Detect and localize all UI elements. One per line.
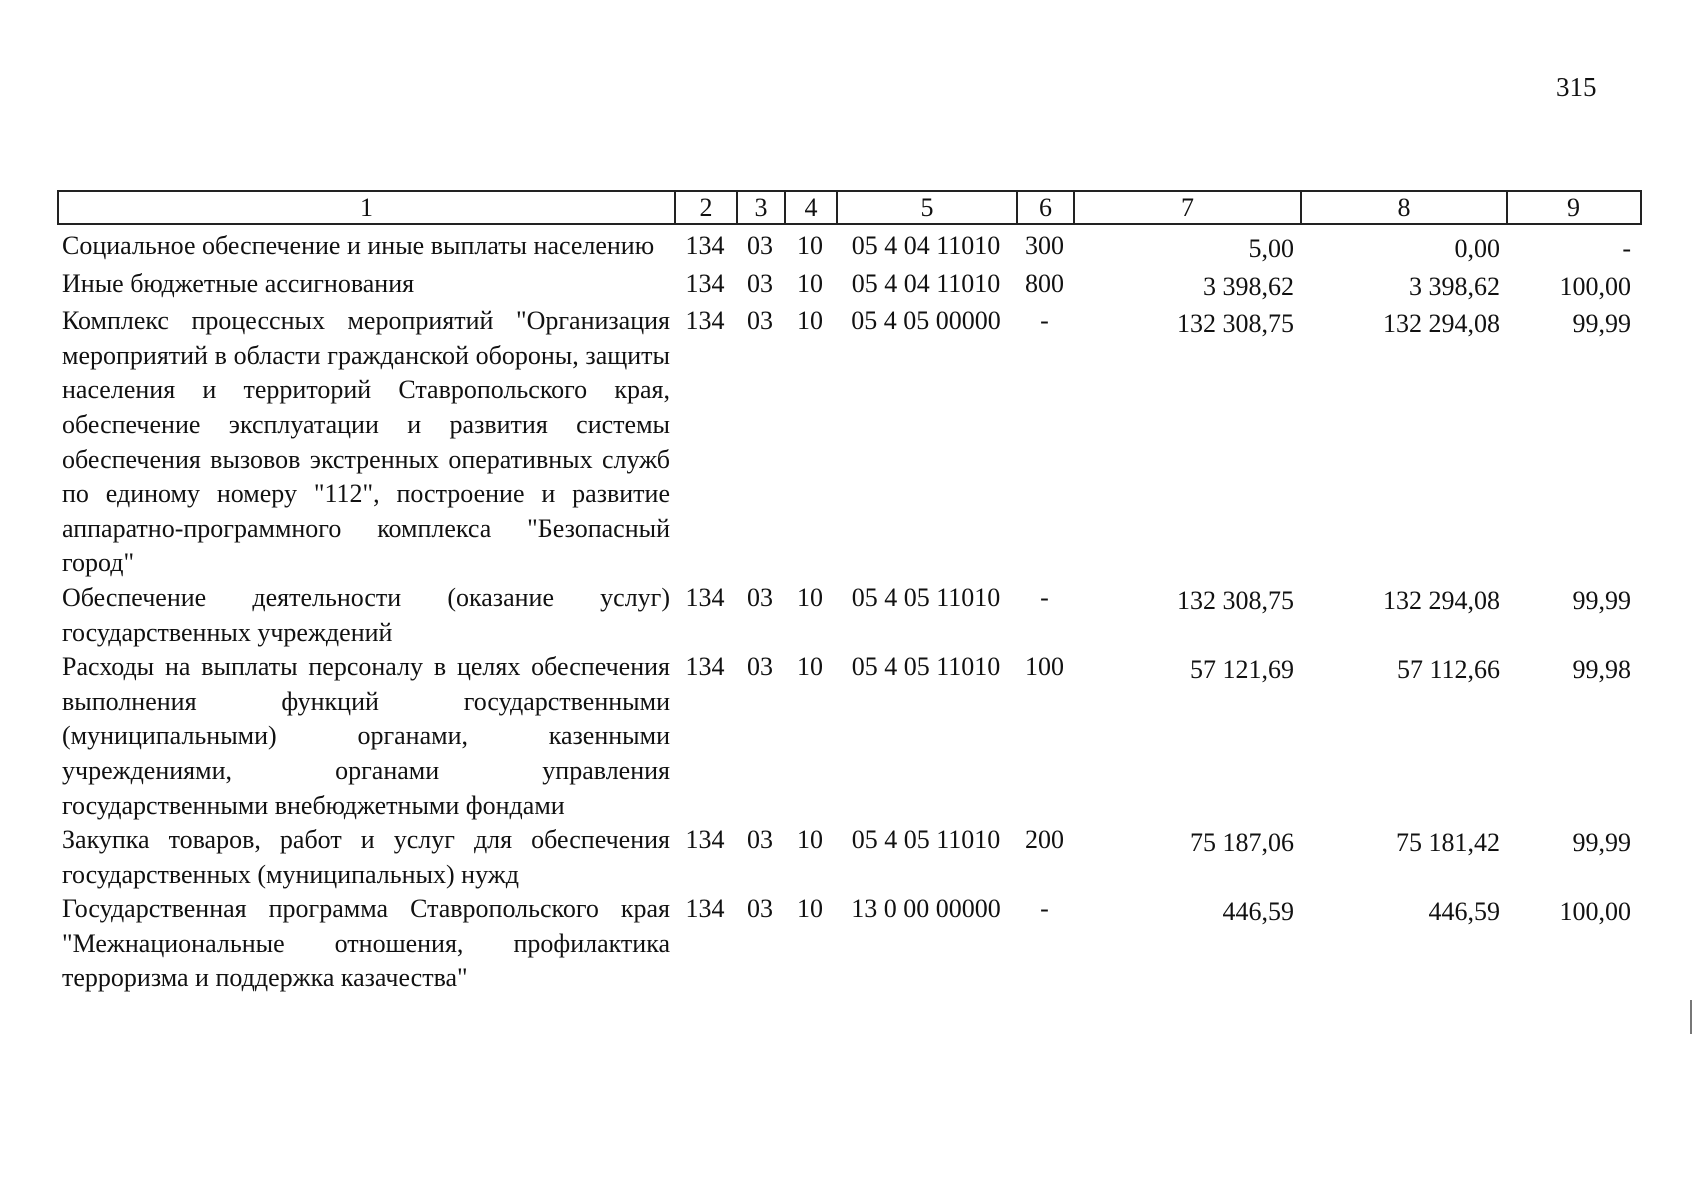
cell-expense-type: - [1040,582,1049,612]
cell-section: 03 [747,894,773,924]
header-col-8: 8 [1302,192,1508,224]
header-col-6: 6 [1018,192,1075,224]
cell-expense-type: - [1040,894,1049,924]
cell-section: 03 [747,306,773,336]
cell-ministry: 134 [685,652,725,682]
cell-subsection: 10 [797,268,823,298]
cell-section: 03 [747,652,773,682]
cell-target-article: 05 4 05 11010 [851,652,1001,682]
cell-planned: 446,59 [1222,897,1294,927]
cell-subsection: 10 [797,231,823,260]
row-description: Закупка товаров, работ и услуг для обеспечения государственных (муниципальных) нужд [62,825,670,889]
table-row [57,650,1642,823]
row-description: Государственная программа Ставропольского края "Межнациональные отношения, профилактика терроризма и поддержка казачества" [62,894,670,993]
header-col-1: 1 [59,192,676,224]
cell-section: 03 [747,825,773,855]
cell-target-article: 05 4 05 11010 [851,582,1001,612]
header-col-5: 5 [838,192,1018,224]
cell-section: 03 [747,268,773,298]
row-description: Расходы на выплаты персоналу в целях обеспечения выполнения функций государственными (муниципальными) органами, казенными учреждениями, органами управления государственными внебюджетными фондами [62,652,670,820]
cell-subsection: 10 [797,582,823,612]
row-description: Комплекс процессных мероприятий "Организация мероприятий в области гражданской обороны, защиты населения и территорий Ставропольского края, обеспечение эксплуатации и развития системы обеспечения вызовов экстренных оперативных служб по единому номеру "112", построение и развитие аппаратно-программного комплекса "Безопасный город" [62,306,670,578]
cell-expense-type: 100 [1025,652,1064,682]
page-number: 315 [1556,72,1597,102]
cell-ministry: 134 [685,231,725,260]
header-col-9: 9 [1567,193,1580,222]
cell-ministry: 134 [685,825,725,855]
header-col-3: 3 [738,192,786,224]
cell-percent: 99,98 [1572,655,1631,685]
header-col-4: 4 [786,192,838,224]
cell-percent: 99,99 [1572,585,1631,615]
cell-executed: 446,59 [1428,897,1500,927]
cell-expense-type: - [1040,306,1049,336]
cell-planned: 3 398,62 [1203,271,1294,301]
cell-subsection: 10 [797,894,823,924]
scan-edge-mark [1690,1000,1692,1034]
cell-executed: 75 181,42 [1396,828,1500,858]
cell-planned: 132 308,75 [1177,585,1294,615]
row-description: Обеспечение деятельности (оказание услуг) государственных учреждений [62,582,670,647]
cell-ministry: 134 [685,582,725,612]
cell-target-article: 05 4 04 11010 [851,231,1001,260]
table-row [57,823,1642,892]
budget-table [57,190,1642,996]
cell-expense-type: 800 [1025,268,1064,298]
table-row [57,304,1642,581]
cell-ministry: 134 [685,306,725,336]
cell-planned: 57 121,69 [1190,655,1294,685]
cell-target-article: 13 0 00 00000 [851,894,1001,924]
cell-executed: 0,00 [1454,234,1500,263]
cell-ministry: 134 [685,894,725,924]
cell-expense-type: 200 [1025,825,1064,855]
cell-executed: 132 294,08 [1383,585,1500,615]
cell-section: 03 [747,582,773,612]
table-row [57,267,1642,305]
cell-planned: 5,00 [1248,234,1294,263]
table-row [57,229,1642,267]
cell-subsection: 10 [797,306,823,336]
row-description: Социальное обеспечение и иные выплаты населению [62,231,655,260]
cell-section: 03 [747,231,773,260]
table-row [57,892,1642,996]
header-col-2: 2 [676,192,738,224]
cell-executed: 132 294,08 [1383,309,1500,339]
cell-expense-type: 300 [1025,231,1064,260]
cell-ministry: 134 [685,268,725,298]
table-header [57,190,1642,225]
cell-percent: - [1622,234,1631,263]
row-description: Иные бюджетные ассигнования [62,268,415,298]
table-row [57,581,1642,650]
cell-percent: 99,99 [1572,828,1631,858]
header-col-7: 7 [1075,192,1302,224]
cell-percent: 100,00 [1559,271,1631,301]
cell-percent: 100,00 [1559,897,1631,927]
cell-planned: 75 187,06 [1190,828,1294,858]
cell-percent: 99,99 [1572,309,1631,339]
cell-subsection: 10 [797,825,823,855]
cell-executed: 57 112,66 [1396,655,1500,685]
cell-target-article: 05 4 04 11010 [851,268,1001,298]
cell-target-article: 05 4 05 11010 [851,825,1001,855]
cell-target-article: 05 4 05 00000 [851,306,1001,336]
cell-planned: 132 308,75 [1177,309,1294,339]
cell-subsection: 10 [797,652,823,682]
cell-executed: 3 398,62 [1409,271,1500,301]
